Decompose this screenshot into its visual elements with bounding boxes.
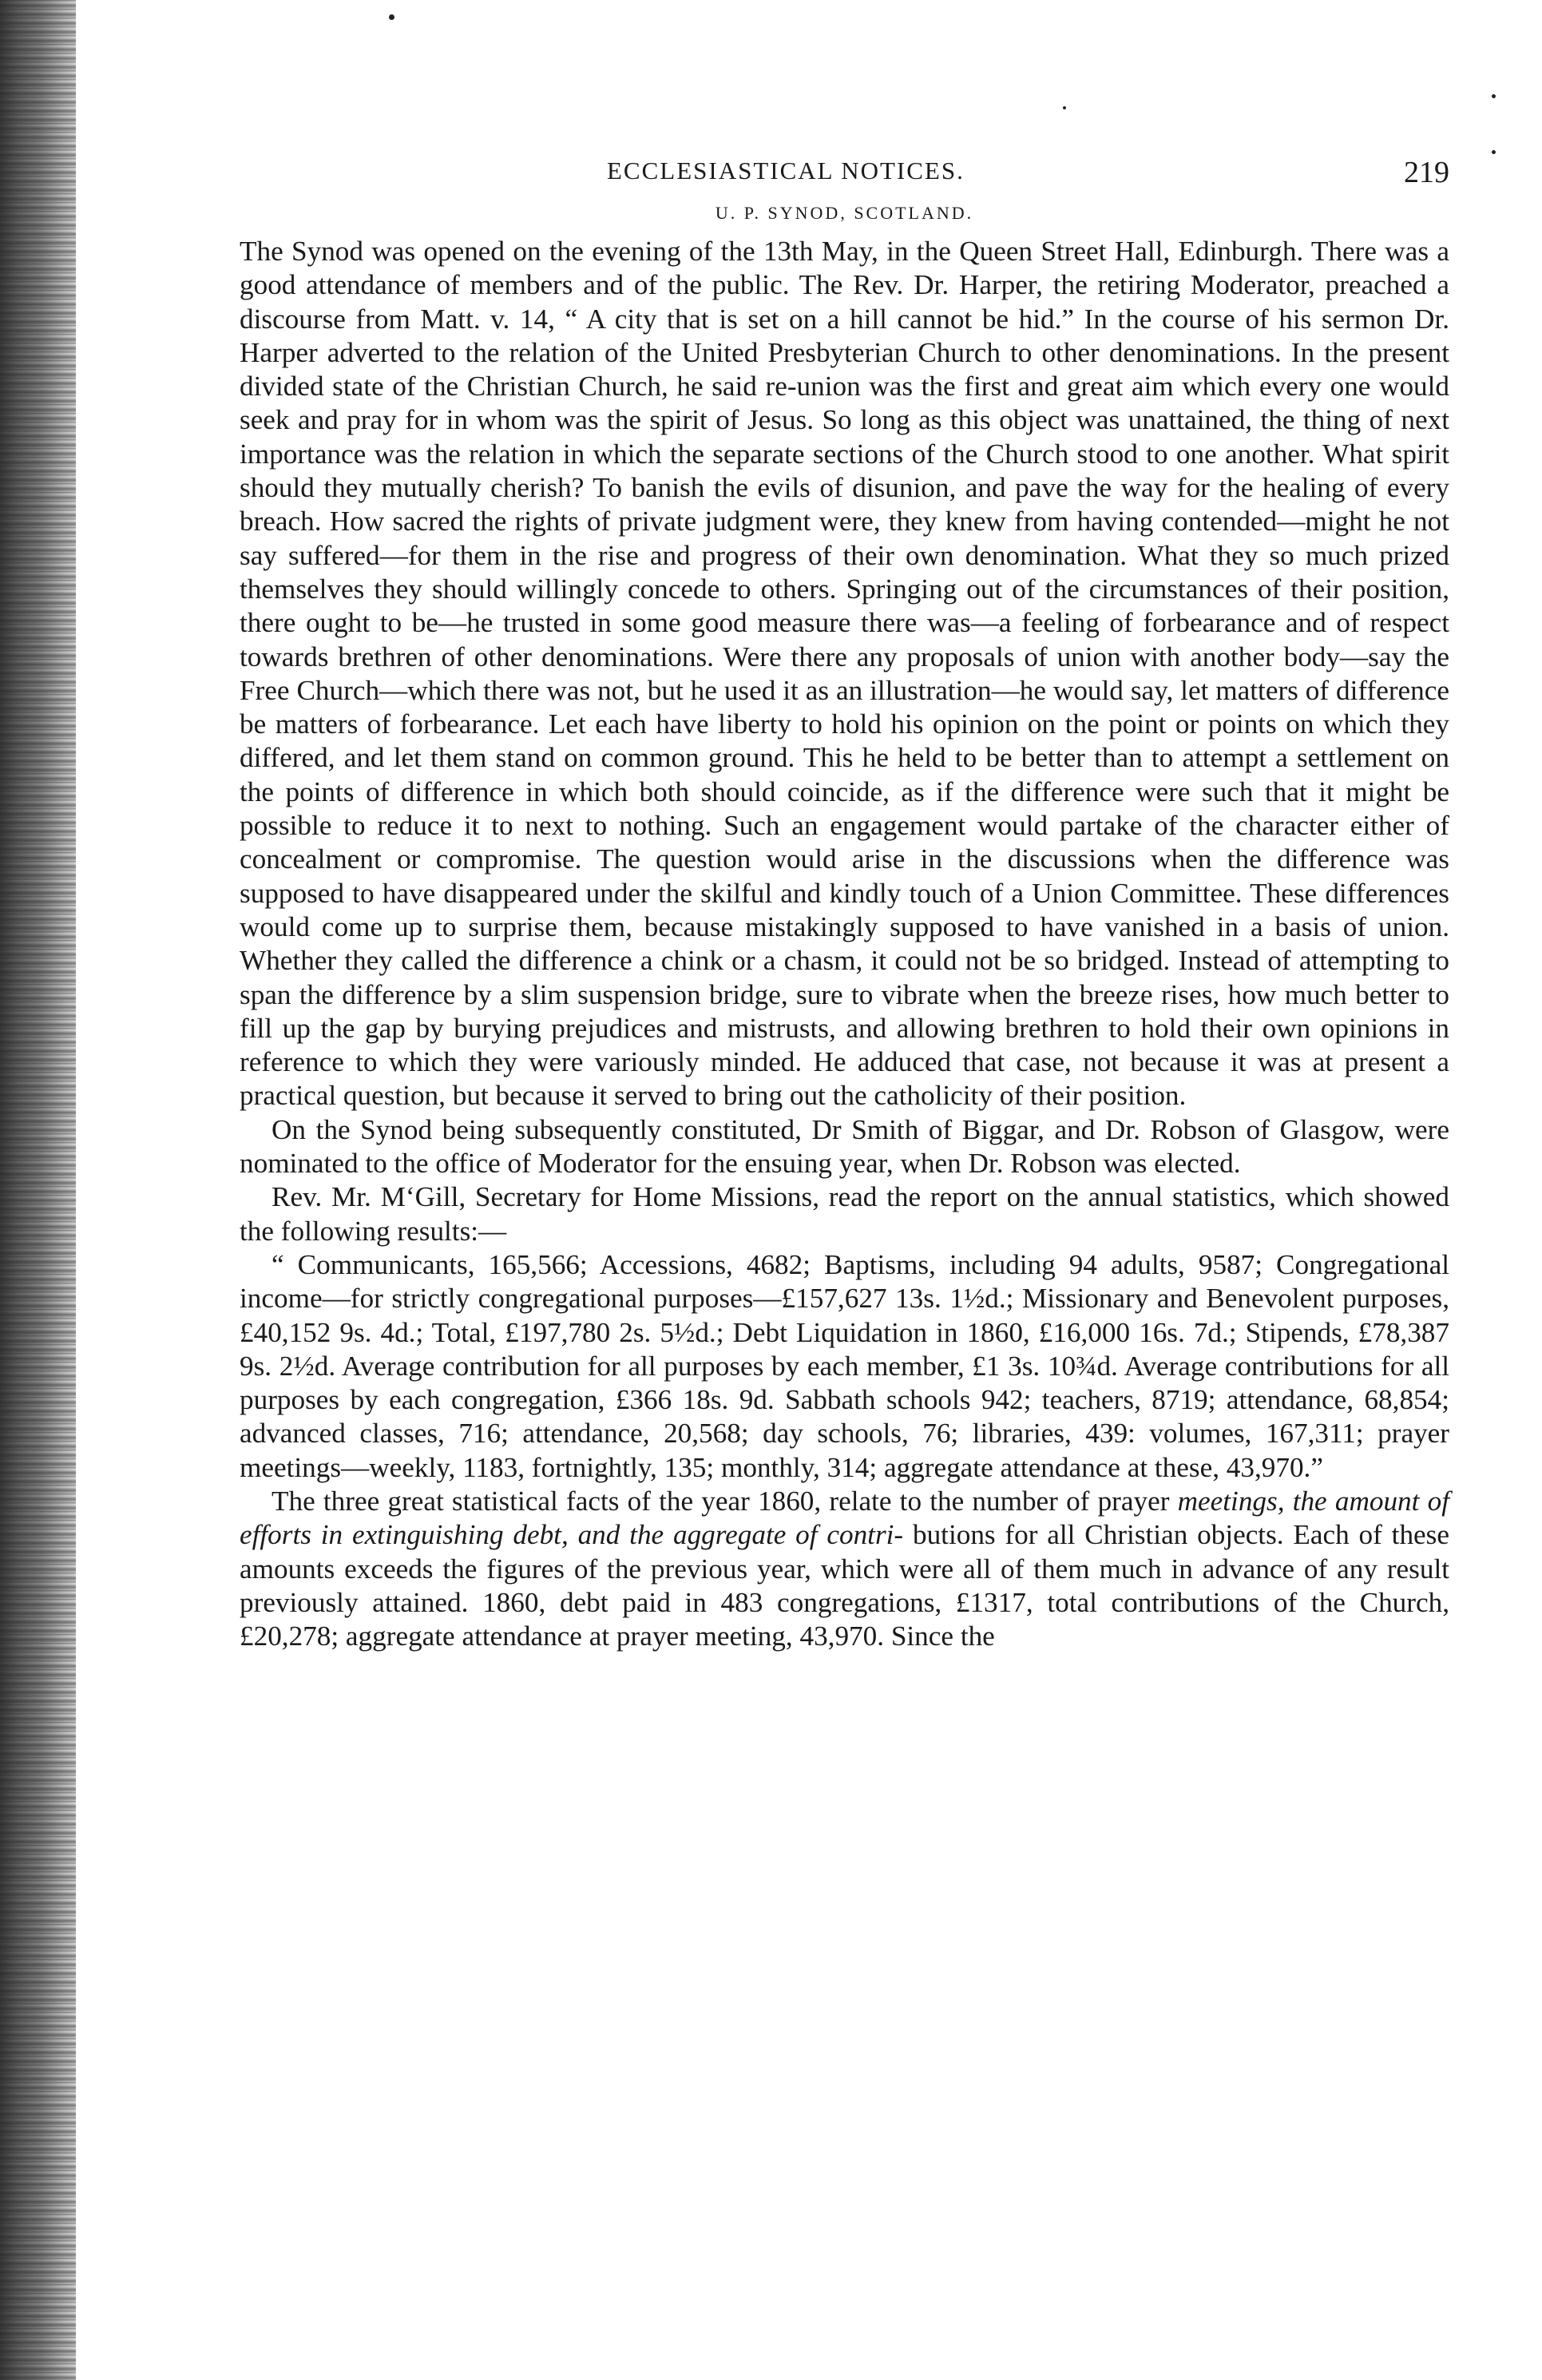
- italic-text: meetings, the amount of efforts in extinguishing debt, and the aggregate of contri-: [240, 1485, 1449, 1551]
- document-page: [240, 120, 1449, 1653]
- article-body-continued: [240, 1485, 1449, 1653]
- section-title: U. P. SYNOD, SCOTLAND.: [715, 203, 974, 223]
- page-number: 219: [1404, 156, 1449, 189]
- paragraph-text: The three great statistical facts of the year 1860, relate to the number of prayer: [272, 1485, 1178, 1517]
- paragraph-text: butions for all Christian objects. Each of these amounts exceeds the figures of the previous year, which were all of them much in advance of any result previously attained. 1860, debt paid in 483 congregations, £1317, total contributions of the Church, £20,278; aggregate attendance at prayer meeting, 43,970. Since the: [240, 1519, 1449, 1652]
- scan-speck: [1063, 106, 1066, 109]
- paragraph-statistics-report: Rev. Mr. M‘Gill, Secretary for Home Missions, read the report on the annual statistics, which showed the following results:—: [240, 1181, 1449, 1247]
- scan-speck: [1492, 150, 1496, 154]
- article-body: [240, 235, 1449, 1248]
- paragraph-statistical-facts: [240, 1485, 1449, 1653]
- paragraph-synod-opening: The Synod was opened on the evening of the 13th May, in the Queen Street Hall, Edinburgh. There was a good attendance of members and of the public. The Rev. Dr. Harper, the retiring Moderator, preached a discourse from Matt. v. 14, “ A city that is set on a hill cannot be hid.” In the course of his sermon Dr. Harper adverted to the relation of the United Presbyterian Church to other denominations. In the present divided state of the Christian Church, he said re-union was the first and great aim which every one would seek and pray for in whom was the spirit of Jesus. So long as this object was unattained, the thing of next importance was the relation in which the separate sections of the Church stood to one another. What spirit should they mutually cherish? To banish the evils of disunion, and pave the way for the healing of every breach. How sacred the rights of private judgment were, they knew from having contended—might he not say suffered—for them in the rise and progress of their own denomination. What they so much prized themselves they should willingly concede to others. Springing out of the circumstances of their position, there ought to be—he trusted in some good measure there was—a feeling of forbearance and of respect towards brethren of other denominations. Were there any proposals of union with another body—say the Free Church—which there was not, but he used it as an illustration—he would say, let matters of difference be matters of forbearance. Let each have liberty to hold his opinion on the point or points on which they differed, and let them stand on common ground. This he held to be better than to attempt a settlement on the points of difference in which both should coincide, as if the difference were such that it might be possible to reduce it to next to nothing. Such an engagement would partake of the character either of concealment or compromise. The question would arise in the discussions when the difference was supposed to have disappeared under the skilful and kindly touch of a Union Committee. These differences would come up to surprise them, because mistakingly supposed to have vanished in a basis of union. Whether they called the difference a chink or a chasm, it could not be so bridged. Instead of attempting to span the difference by a slim suspension bridge, sure to vibrate when the breeze rises, how much better to fill up the gap by burying prejudices and mistrusts, and allowing brethren to hold their own opinions in reference to which they were variously minded. He adduced that case, not because it was at present a practical question, but because it served to bring out the catholicity of their position.: [240, 236, 1449, 1112]
- scan-speck: [1492, 94, 1496, 98]
- scanned-binding-edge: [0, 0, 76, 2380]
- running-header: [240, 120, 1449, 189]
- running-title: ECCLESIASTICAL NOTICES.: [607, 157, 965, 184]
- scan-speck: [389, 14, 394, 20]
- paragraph-moderator-election: On the Synod being subsequently constituted, Dr Smith of Biggar, and Dr. Robson of Glasgow, were nominated to the office of Moderator for the ensuing year, when Dr. Robson was elected.: [240, 1113, 1449, 1180]
- statistics-quote: “ Communicants, 165,566; Accessions, 4682; Baptisms, including 94 adults, 9587; Congregational income—for strictly congregational purposes—£157,627 13s. 1½d.; Missionary and Benevolent purposes, £40,152 9s. 4d.; Total, £197,780 2s. 5½d.; Debt Liquidation in 1860, £16,000 16s. 7d.; Stipends, £78,387 9s. 2½d. Average contribution for all purposes by each member, £1 3s. 10¾d. Average contributions for all purposes by each congregation, £366 18s. 9d. Sabbath schools 942; teachers, 8719; attendance, 68,854; advanced classes, 716; attendance, 20,568; day schools, 76; libraries, 439: volumes, 167,311; prayer meetings—weekly, 1183, fortnightly, 135; monthly, 314; aggregate attendance at these, 43,970.”: [240, 1248, 1449, 1483]
